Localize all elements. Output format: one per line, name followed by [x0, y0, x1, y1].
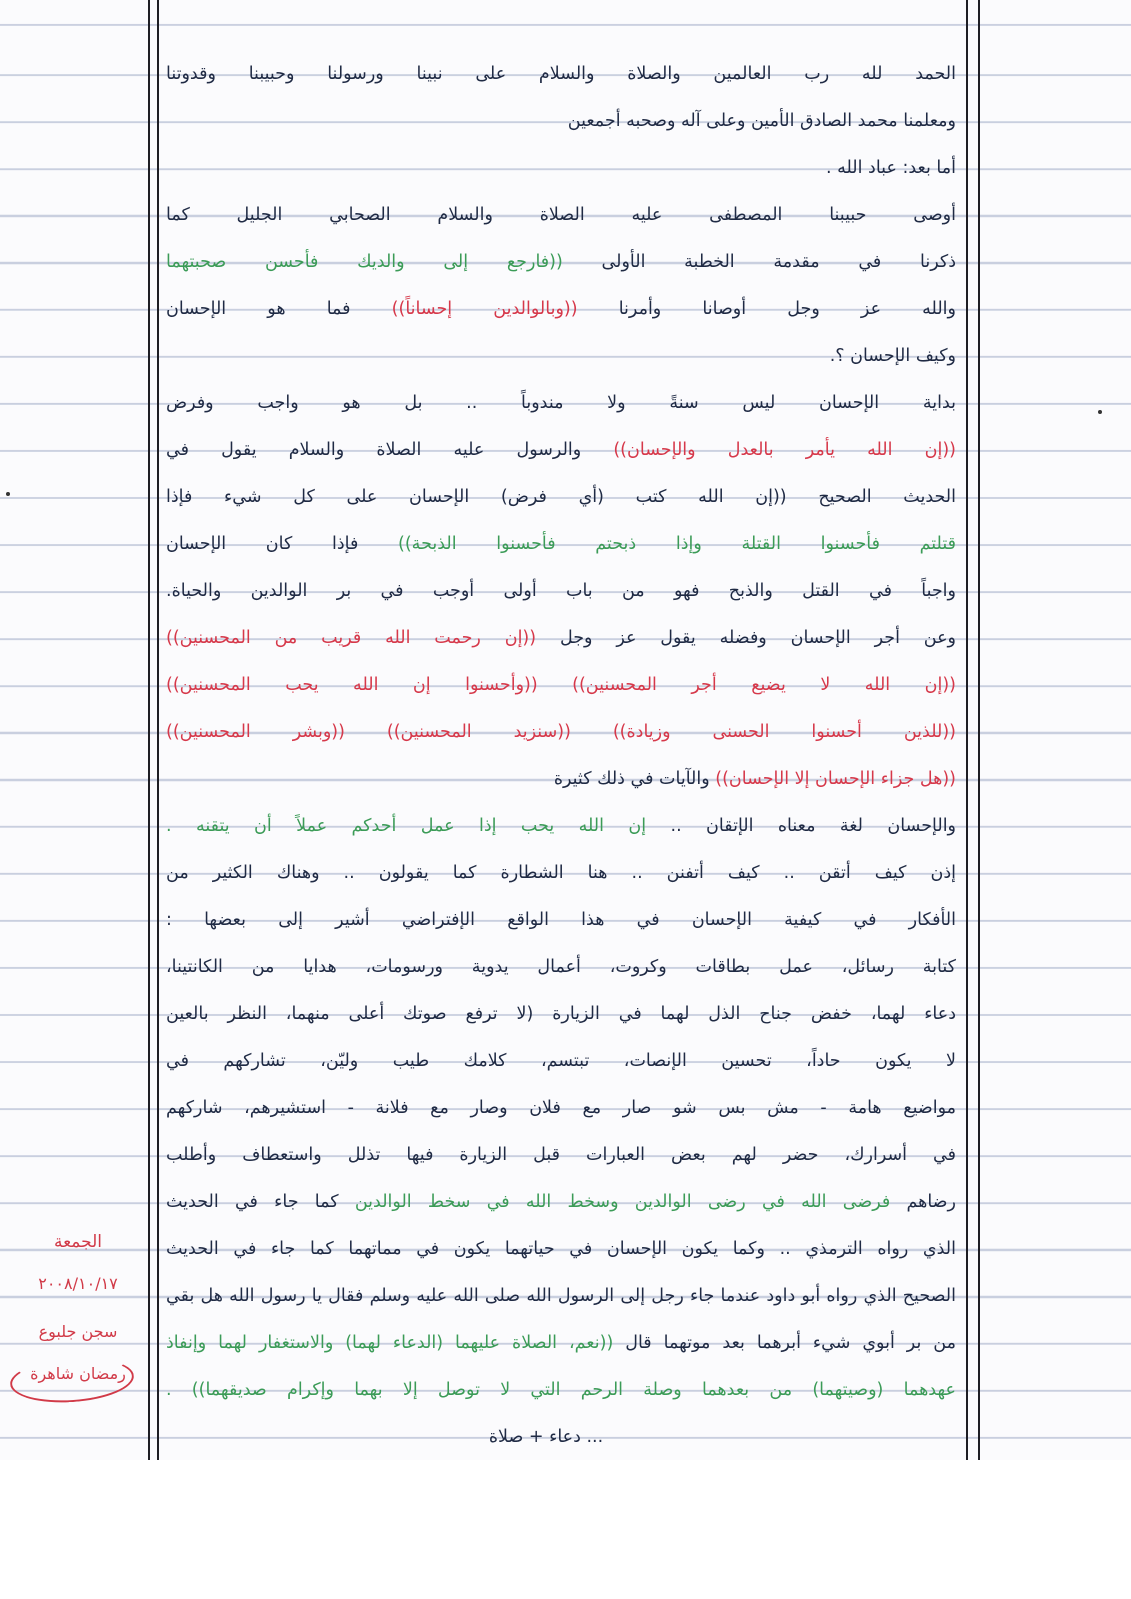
- text-segment: مواضيع هامة - مش بس شو صار مع فلان وصار مع فلانة - استشيرهم، شاركهم: [166, 1098, 956, 1118]
- text-segment: الحديث الصحيح ((إن الله كتب (أي فرض) الإحسان على كل شيء فإذا: [166, 487, 956, 507]
- text-segment: من بر أبوي شيء أبرهما بعد موتهما قال: [613, 1333, 956, 1353]
- text-segment: والرسول عليه الصلاة والسلام يقول في: [166, 440, 614, 460]
- text-segment: الذي رواه الترمذي .. وكما يكون الإحسان في حياتهما يكون في مماتهما كما جاء في الحديث: [166, 1239, 956, 1259]
- text-segment: إذن كيف أتقن .. كيف أتفنن .. هنا الشطارة كما يقولون .. وهناك الكثير من: [166, 863, 956, 883]
- text-segment: رضاهم: [890, 1192, 956, 1212]
- text-segment: دعاء لهما، خفض جناح الذل لهما في الزيارة (لا ترفع صوتك أعلى منهما، النظر بالعين: [166, 1004, 956, 1024]
- text-line: [166, 947, 956, 994]
- text-segment: وكيف الإحسان ؟.: [829, 346, 956, 366]
- hadith-quote: عهدهما (وصيتهما) من بعدهما وصلة الرحم التي لا توصل إلا بهما وإكرام صديقهما)) .: [166, 1380, 956, 1400]
- text-line: [166, 430, 956, 477]
- text-segment: وعن أجر الإحسان وفضله يقول عز وجل: [536, 628, 956, 648]
- margin-line-left-outer: [148, 0, 150, 1460]
- margin-note-date: ٢٠٠٨/١٠/١٧: [38, 1274, 118, 1293]
- text-line: [166, 712, 956, 759]
- text-line: [166, 148, 956, 195]
- text-line: [166, 1182, 956, 1229]
- text-line: [166, 242, 956, 289]
- text-line: [166, 853, 956, 900]
- paper-speck: [1098, 410, 1102, 414]
- text-segment: كما جاء في الحديث: [166, 1192, 355, 1212]
- text-segment: ذكرنا في مقدمة الخطبة الأولى: [562, 252, 956, 272]
- paper-speck: [6, 492, 10, 496]
- text-segment: والإحسان لغة معناه الإتقان ..: [646, 816, 956, 836]
- text-segment: لا يكون حاداً، تحسين الإنصات، تبتسم، كلامك طيب وليّن، تشاركهم في: [166, 1051, 956, 1071]
- text-segment: والآيات في ذلك كثيرة: [553, 769, 716, 789]
- text-segment: واجباً في القتل والذبح فهو من باب أولى أوجب في بر الوالدين والحياة.: [166, 581, 956, 601]
- quran-quote: ((إن الله يأمر بالعدل والإحسان)): [613, 440, 956, 460]
- text-line: [166, 1229, 956, 1276]
- text-line: [166, 54, 956, 101]
- text-segment: ومعلمنا محمد الصادق الأمين وعلى آله وصحبه أجمعين: [567, 111, 956, 131]
- text-line: [166, 477, 956, 524]
- text-segment: ... دعاء + صلاة: [488, 1427, 604, 1447]
- text-segment: والله عز وجل أوصانا وأمرنا: [577, 299, 956, 319]
- margin-line-right-outer: [978, 0, 980, 1460]
- page-bottom: [0, 1460, 1131, 1599]
- margin-line-right-inner: [966, 0, 968, 1460]
- margin-note-month: رمضان شاهرة: [30, 1364, 126, 1383]
- text-line: [166, 289, 956, 336]
- text-segment: كتابة رسائل، عمل بطاقات وكروت، أعمال يدوية ورسومات، هدايا من الكانتينا،: [166, 957, 956, 977]
- margin-note-place: سجن جلبوع: [38, 1322, 118, 1341]
- text-segment: بداية الإحسان ليس سنةً ولا مندوباً .. بل هو واجب وفرض: [166, 393, 956, 413]
- text-segment: أما بعد: عباد الله .: [826, 158, 956, 178]
- quran-quote: ((هل جزاء الإحسان إلا الإحسان)): [715, 769, 956, 789]
- quran-quote: ((وبالوالدين إحساناً)): [391, 299, 578, 319]
- text-line: [166, 806, 956, 853]
- hadith-quote: فرضى الله في رضى الوالدين وسخط الله في سخط الوالدين: [354, 1192, 891, 1212]
- hadith-quote: ((نعم، الصلاة عليهما (الدعاء لهما) والاستغفار لهما وإنفاذ: [166, 1333, 614, 1353]
- text-segment: فما هو الإحسان: [166, 299, 392, 319]
- text-segment: في أسرارك، حضر لهم بعض العبارات قبل الزيارة فيها تذلل واستعطاف وأطلب: [166, 1145, 956, 1165]
- text-line: [166, 383, 956, 430]
- margin-line-left-inner: [157, 0, 159, 1460]
- text-line: [166, 195, 956, 242]
- text-line: [166, 571, 956, 618]
- text-segment: فإذا كان الإحسان: [166, 534, 399, 554]
- text-line: [166, 1276, 956, 1323]
- text-line: [166, 759, 956, 806]
- text-line: [166, 665, 956, 712]
- text-segment: الصحيح الذي رواه أبو داود عندما جاء رجل إلى الرسول الله صلى الله عليه وسلم فقال يا رسول الله هل بقي: [166, 1286, 956, 1306]
- text-line: [166, 101, 956, 148]
- text-line: [166, 336, 956, 383]
- text-line: [166, 618, 956, 665]
- text-line: [166, 994, 956, 1041]
- quran-quote: ((إن الله لا يضيع أجر المحسنين)) ((وأحسنوا إن الله يحب المحسنين)): [166, 675, 956, 695]
- hadith-quote: إن الله يحب إذا عمل أحدكم عملاً أن يتقنه .: [166, 816, 647, 836]
- text-line: [166, 1370, 956, 1417]
- text-line: [166, 1417, 956, 1464]
- quran-quote: ((إن رحمت الله قريب من المحسنين)): [166, 628, 537, 648]
- text-line: [166, 524, 956, 571]
- text-line: [166, 1041, 956, 1088]
- hadith-quote: ((فارجع إلى والديك فأحسن صحبتهما: [166, 252, 563, 272]
- text-segment: الأفكار في كيفية الإحسان في هذا الواقع الإفتراضي أشير إلى بعضها :: [166, 910, 956, 930]
- text-line: [166, 1088, 956, 1135]
- text-line: [166, 900, 956, 947]
- text-line: [166, 1135, 956, 1182]
- handwritten-text-body: [166, 54, 956, 1464]
- text-segment: أوصى حبيبنا المصطفى عليه الصلاة والسلام الصحابي الجليل كما: [166, 205, 956, 225]
- quran-quote: ((للذين أحسنوا الحسنى وزيادة)) ((سنزيد المحسنين)) ((وبشر المحسنين)): [166, 722, 956, 742]
- text-segment: الحمد لله رب العالمين والصلاة والسلام على نبينا ورسولنا وحبيبنا وقدوتنا: [166, 64, 956, 84]
- margin-note-day: الجمعة: [53, 1232, 103, 1252]
- hadith-quote: قتلتم فأحسنوا القتلة وإذا ذبحتم فأحسنوا الذبحة)): [398, 534, 956, 554]
- text-line: [166, 1323, 956, 1370]
